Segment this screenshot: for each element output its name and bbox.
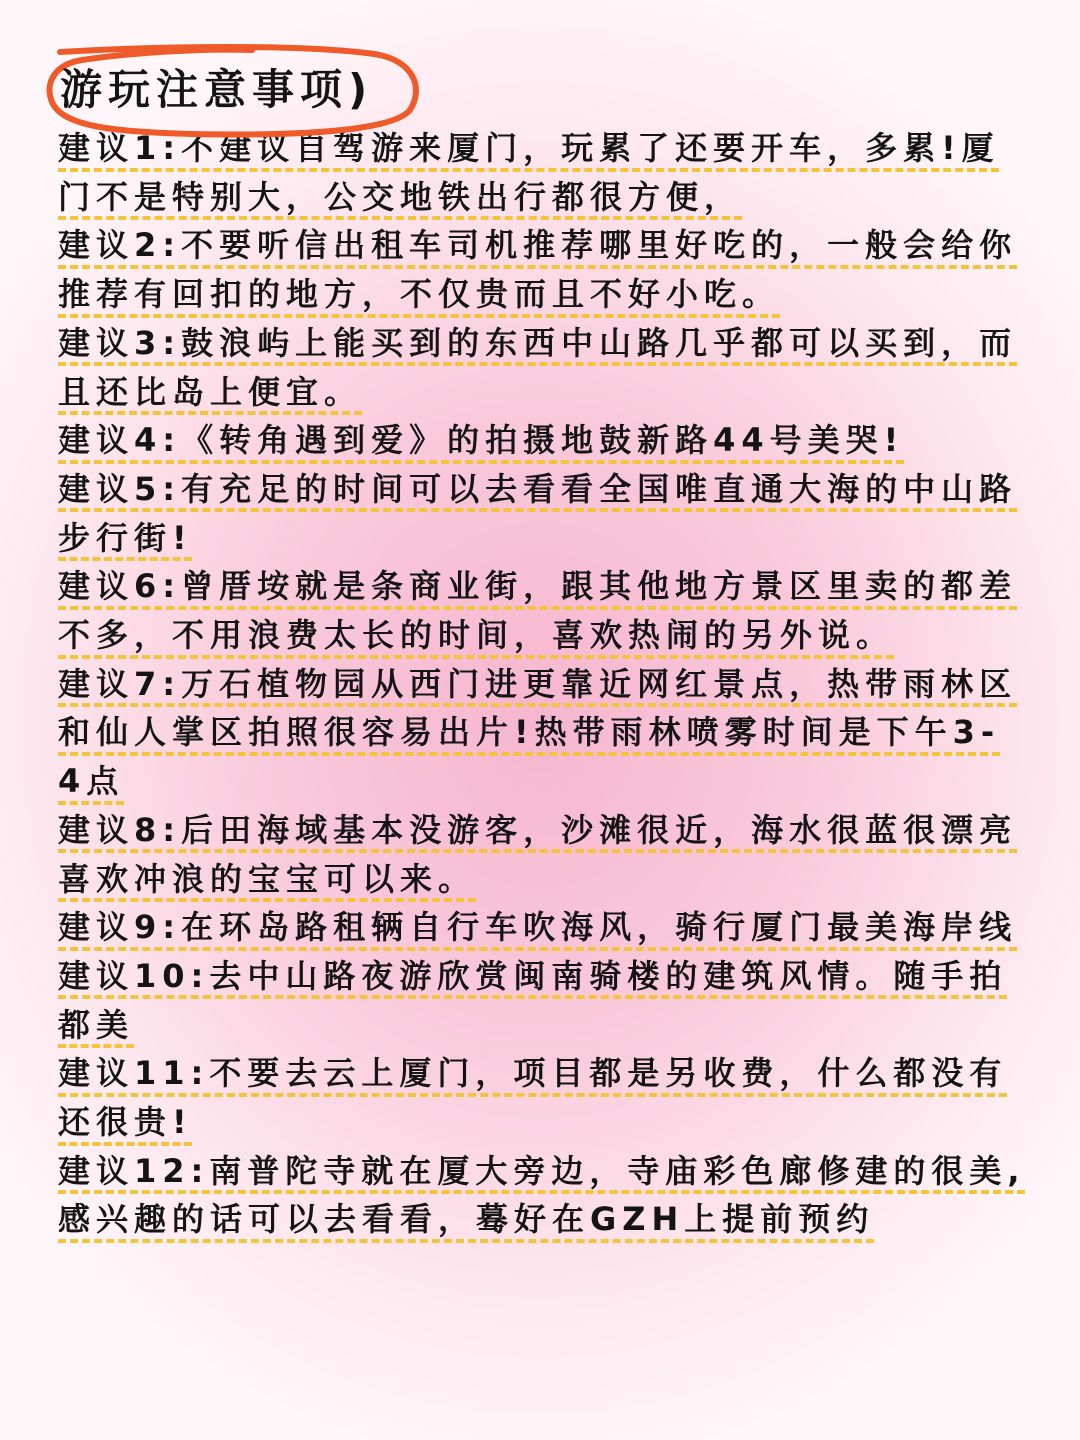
- tip-item: 建议8:后田海域基本没游客，沙滩很近，海水很蓝很漂亮喜欢冲浪的宝宝可以来。: [58, 810, 1018, 898]
- tip-item: 建议2:不要听信出租车司机推荐哪里好吃的，一般会给你推荐有回扣的地方，不仅贵而且不好小吃。: [58, 226, 1018, 314]
- tip-item: 建议3:鼓浪屿上能买到的东西中山路几乎都可以买到，而且还比岛上便宜。: [58, 323, 1018, 411]
- tips-page: [58, 58, 1026, 1244]
- tip-item: 建议9:在环岛路租辆自行车吹海风，骑行厦门最美海岸线: [58, 908, 1018, 947]
- tip-item: 建议10:去中山路夜游欣赏闽南骑楼的建筑风情。随手拍都美: [58, 956, 1008, 1044]
- tip-item: 建议6:曾厝垵就是条商业街，跟其他地方景区里卖的都差不多，不用浪费太长的时间，喜欢热闹的另外说。: [58, 567, 1018, 655]
- tip-item: 建议7:万石植物园从西门进更靠近网红景点，热带雨林区和仙人掌区拍照很容易出片!热带雨林喷雾时间是下午3-4点: [58, 664, 1018, 801]
- page-title: 游玩注意事项): [60, 65, 374, 114]
- tip-item: 建议11:不要去云上厦门，项目都是另收费，什么都没有还很贵!: [58, 1054, 1008, 1142]
- tip-item: 建议4:《转角遇到爱》的拍摄地鼓新路44号美哭!: [58, 421, 905, 460]
- tip-item: 建议5:有充足的时间可以去看看全国唯直通大海的中山路步行街!: [58, 469, 1018, 557]
- title-area: [58, 58, 373, 122]
- tips-list: [58, 124, 1026, 1244]
- tip-item: 建议12:南普陀寺就在厦大旁边，寺庙彩色廊修建的很美,感兴趣的话可以去看看，蓦好在GZH上提前预约: [58, 1151, 1026, 1239]
- tip-item: 建议1:不建议自驾游来厦门，玩累了还要开车，多累!厦门不是特别大，公交地铁出行都很方便，: [58, 129, 1000, 216]
